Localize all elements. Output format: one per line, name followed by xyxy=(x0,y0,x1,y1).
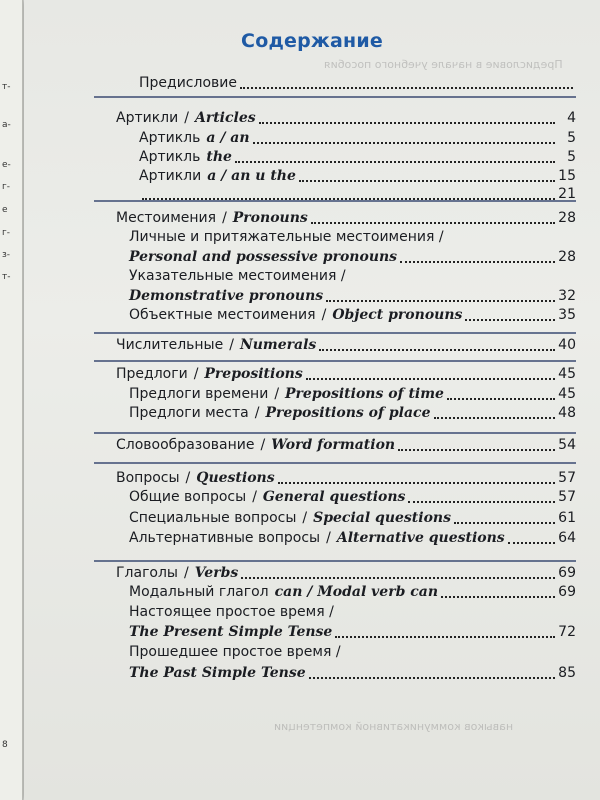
left-page-fragment: з- xyxy=(2,250,11,260)
entry-russian-title: Специальные вопросы xyxy=(129,510,297,526)
entry-separator: / xyxy=(274,386,280,402)
entry-separator: / xyxy=(252,489,257,505)
entry-russian-title: Вопросы xyxy=(116,470,180,486)
entry-english-title: Numerals xyxy=(239,337,317,353)
entry-english-title: Prepositions of place xyxy=(265,405,431,421)
leader-dots xyxy=(240,87,573,89)
leader-dots xyxy=(326,300,555,302)
entry-page-number: 15 xyxy=(558,168,576,184)
entry-page-number: 57 xyxy=(558,470,576,486)
toc-entry xyxy=(24,227,576,247)
entry-english-title: Articles xyxy=(194,110,256,126)
section-divider xyxy=(94,462,576,464)
toc-entry xyxy=(24,286,576,306)
entry-russian-title: Словообразование xyxy=(116,437,255,453)
left-page-fragment: а- xyxy=(2,120,11,130)
entry-page-number: 45 xyxy=(558,366,576,382)
entry-russian-title: Предлоги xyxy=(116,366,188,382)
entry-page-number: 48 xyxy=(558,405,576,421)
entry-english-title: a / an и the xyxy=(207,168,296,184)
entry-separator: / xyxy=(222,210,227,226)
entry-russian-title: Предисловие xyxy=(139,75,237,91)
section-divider xyxy=(94,360,576,362)
toc-entry xyxy=(24,403,576,423)
leader-dots xyxy=(311,222,555,224)
entry-english-title: a / an xyxy=(206,130,250,146)
entry-russian-title: Настоящее простое время / xyxy=(129,604,334,620)
entry-separator: / xyxy=(326,530,331,546)
entry-separator: / xyxy=(184,565,189,581)
section-divider xyxy=(94,332,576,334)
entry-russian-title: Прошедшее простое время / xyxy=(129,644,341,660)
entry-russian-title: Предлоги времени xyxy=(129,386,269,402)
toc-entry xyxy=(24,108,576,128)
entry-english-title: Personal and possessive pronouns xyxy=(129,249,398,265)
entry-english-title: Demonstrative pronouns xyxy=(129,288,324,304)
leader-dots xyxy=(465,319,555,321)
toc-entry xyxy=(24,73,576,93)
entry-page-number: 69 xyxy=(558,565,576,581)
toc-entry xyxy=(24,184,576,204)
toc-entry xyxy=(24,166,576,186)
entry-russian-title: Личные и притяжательные местоимения / xyxy=(129,229,444,245)
leader-dots xyxy=(253,142,555,144)
entry-separator: / xyxy=(229,337,234,353)
toc-entry xyxy=(24,384,576,404)
entry-english-title: General questions xyxy=(262,489,406,505)
toc-entry xyxy=(24,364,576,384)
entry-russian-title: Альтернативные вопросы xyxy=(129,530,321,546)
entry-english-title: Word formation xyxy=(271,437,396,453)
left-page-fragment: т- xyxy=(2,272,11,282)
entry-page-number: 72 xyxy=(558,624,576,640)
entry-russian-title: Артикли xyxy=(139,168,202,184)
entry-page-number: 64 xyxy=(558,530,576,546)
left-page-fragment: е- xyxy=(2,160,11,170)
leader-dots xyxy=(241,577,555,579)
leader-dots xyxy=(441,596,555,598)
bleed-through-text: навыков коммуникативной компетенции xyxy=(274,720,514,733)
entry-english-title: Prepositions xyxy=(204,366,303,382)
entry-english-title: Prepositions of time xyxy=(285,386,444,402)
entry-separator: / xyxy=(302,510,308,526)
entry-separator: / xyxy=(184,110,189,126)
entry-english-title: Special questions xyxy=(313,510,451,526)
toc-entry xyxy=(24,622,576,642)
toc-entry xyxy=(24,528,576,548)
left-page-edge xyxy=(0,0,23,800)
entry-russian-title: Объектные местоимения xyxy=(129,307,316,323)
leader-dots xyxy=(335,636,555,638)
entry-russian-title: Глаголы xyxy=(116,565,178,581)
entry-russian-title: Общие вопросы xyxy=(129,489,247,505)
entry-page-number: 28 xyxy=(558,249,576,265)
entry-russian-title: Артикль xyxy=(139,130,201,146)
leader-dots xyxy=(278,482,555,484)
leader-dots xyxy=(299,180,555,182)
entry-russian-title: Числительные xyxy=(116,337,224,353)
bleed-through-text: Предисловие в начале учебного пособия xyxy=(324,58,563,71)
page-title: Содержание xyxy=(241,30,383,52)
toc-entry xyxy=(24,335,576,355)
entry-english-title: Alternative questions xyxy=(336,530,505,546)
entry-russian-title: Артикли xyxy=(116,110,179,126)
leader-dots xyxy=(398,449,555,451)
toc-entry xyxy=(24,582,576,602)
entry-russian-title: Предлоги места xyxy=(129,405,249,421)
leader-dots xyxy=(319,349,555,351)
toc-entry xyxy=(24,305,576,325)
entry-english-title: Pronouns xyxy=(232,210,308,226)
leader-dots xyxy=(306,378,555,380)
toc-entry xyxy=(24,435,576,455)
entry-page-number: 28 xyxy=(558,210,576,226)
entry-russian-title: Местоимения xyxy=(116,210,217,226)
entry-page-number: 5 xyxy=(567,130,576,146)
entry-russian-title: Артикль xyxy=(139,149,201,165)
left-page-fragment: т- xyxy=(2,82,11,92)
leader-dots xyxy=(508,542,555,544)
entry-english-title: Object pronouns xyxy=(332,307,463,323)
contents-page xyxy=(24,0,600,800)
entry-page-number: 45 xyxy=(558,386,576,402)
section-divider xyxy=(94,560,576,562)
leader-dots xyxy=(408,501,555,503)
toc-entry xyxy=(24,208,576,228)
leader-dots xyxy=(400,261,555,263)
leader-dots xyxy=(309,677,555,679)
entry-page-number: 61 xyxy=(558,510,576,526)
entry-english-title: Questions xyxy=(196,470,275,486)
entry-english-title: the xyxy=(206,149,232,165)
section-divider xyxy=(94,432,576,434)
entry-separator: / xyxy=(254,405,260,421)
toc-entry xyxy=(24,602,576,622)
leader-dots xyxy=(454,522,555,524)
entry-russian-title: Указательные местоимения / xyxy=(129,268,346,284)
entry-separator: / xyxy=(185,470,191,486)
toc-entry xyxy=(24,266,576,286)
toc-entry xyxy=(24,642,576,662)
toc-entry xyxy=(24,147,576,167)
entry-page-number: 35 xyxy=(558,307,576,323)
entry-english-title: The Past Simple Tense xyxy=(129,665,306,681)
entry-page-number: 40 xyxy=(558,337,576,353)
entry-separator: / xyxy=(193,366,199,382)
toc-entry xyxy=(24,247,576,267)
left-page-fragment: е xyxy=(2,205,8,215)
section-divider xyxy=(94,96,576,98)
entry-english-title: Verbs xyxy=(194,565,239,581)
toc-entry xyxy=(24,563,576,583)
toc-entry xyxy=(24,128,576,148)
entry-english-title: The Present Simple Tense xyxy=(129,624,333,640)
entry-russian-title: Модальный глагол xyxy=(129,584,269,600)
entry-page-number: 4 xyxy=(567,110,576,126)
entry-page-number: 5 xyxy=(567,149,576,165)
page-number: 8 xyxy=(2,740,8,750)
toc-entry xyxy=(24,487,576,507)
toc-entry xyxy=(24,508,576,528)
leader-dots xyxy=(434,417,556,419)
entry-page-number: 21 xyxy=(558,186,576,202)
entry-page-number: 85 xyxy=(558,665,576,681)
entry-page-number: 32 xyxy=(558,288,576,304)
leader-dots xyxy=(259,122,555,124)
left-page-fragment: г- xyxy=(2,228,10,238)
toc-entry xyxy=(24,468,576,488)
leader-dots xyxy=(235,161,555,163)
entry-page-number: 69 xyxy=(558,584,576,600)
leader-dots xyxy=(142,198,555,200)
entry-page-number: 54 xyxy=(558,437,576,453)
entry-separator: / xyxy=(260,437,266,453)
leader-dots xyxy=(447,398,555,400)
entry-english-title: can / Modal verb can xyxy=(274,584,439,600)
left-page-fragment: г- xyxy=(2,182,10,192)
toc-entry xyxy=(24,663,576,683)
entry-page-number: 57 xyxy=(558,489,576,505)
entry-separator: / xyxy=(321,307,327,323)
